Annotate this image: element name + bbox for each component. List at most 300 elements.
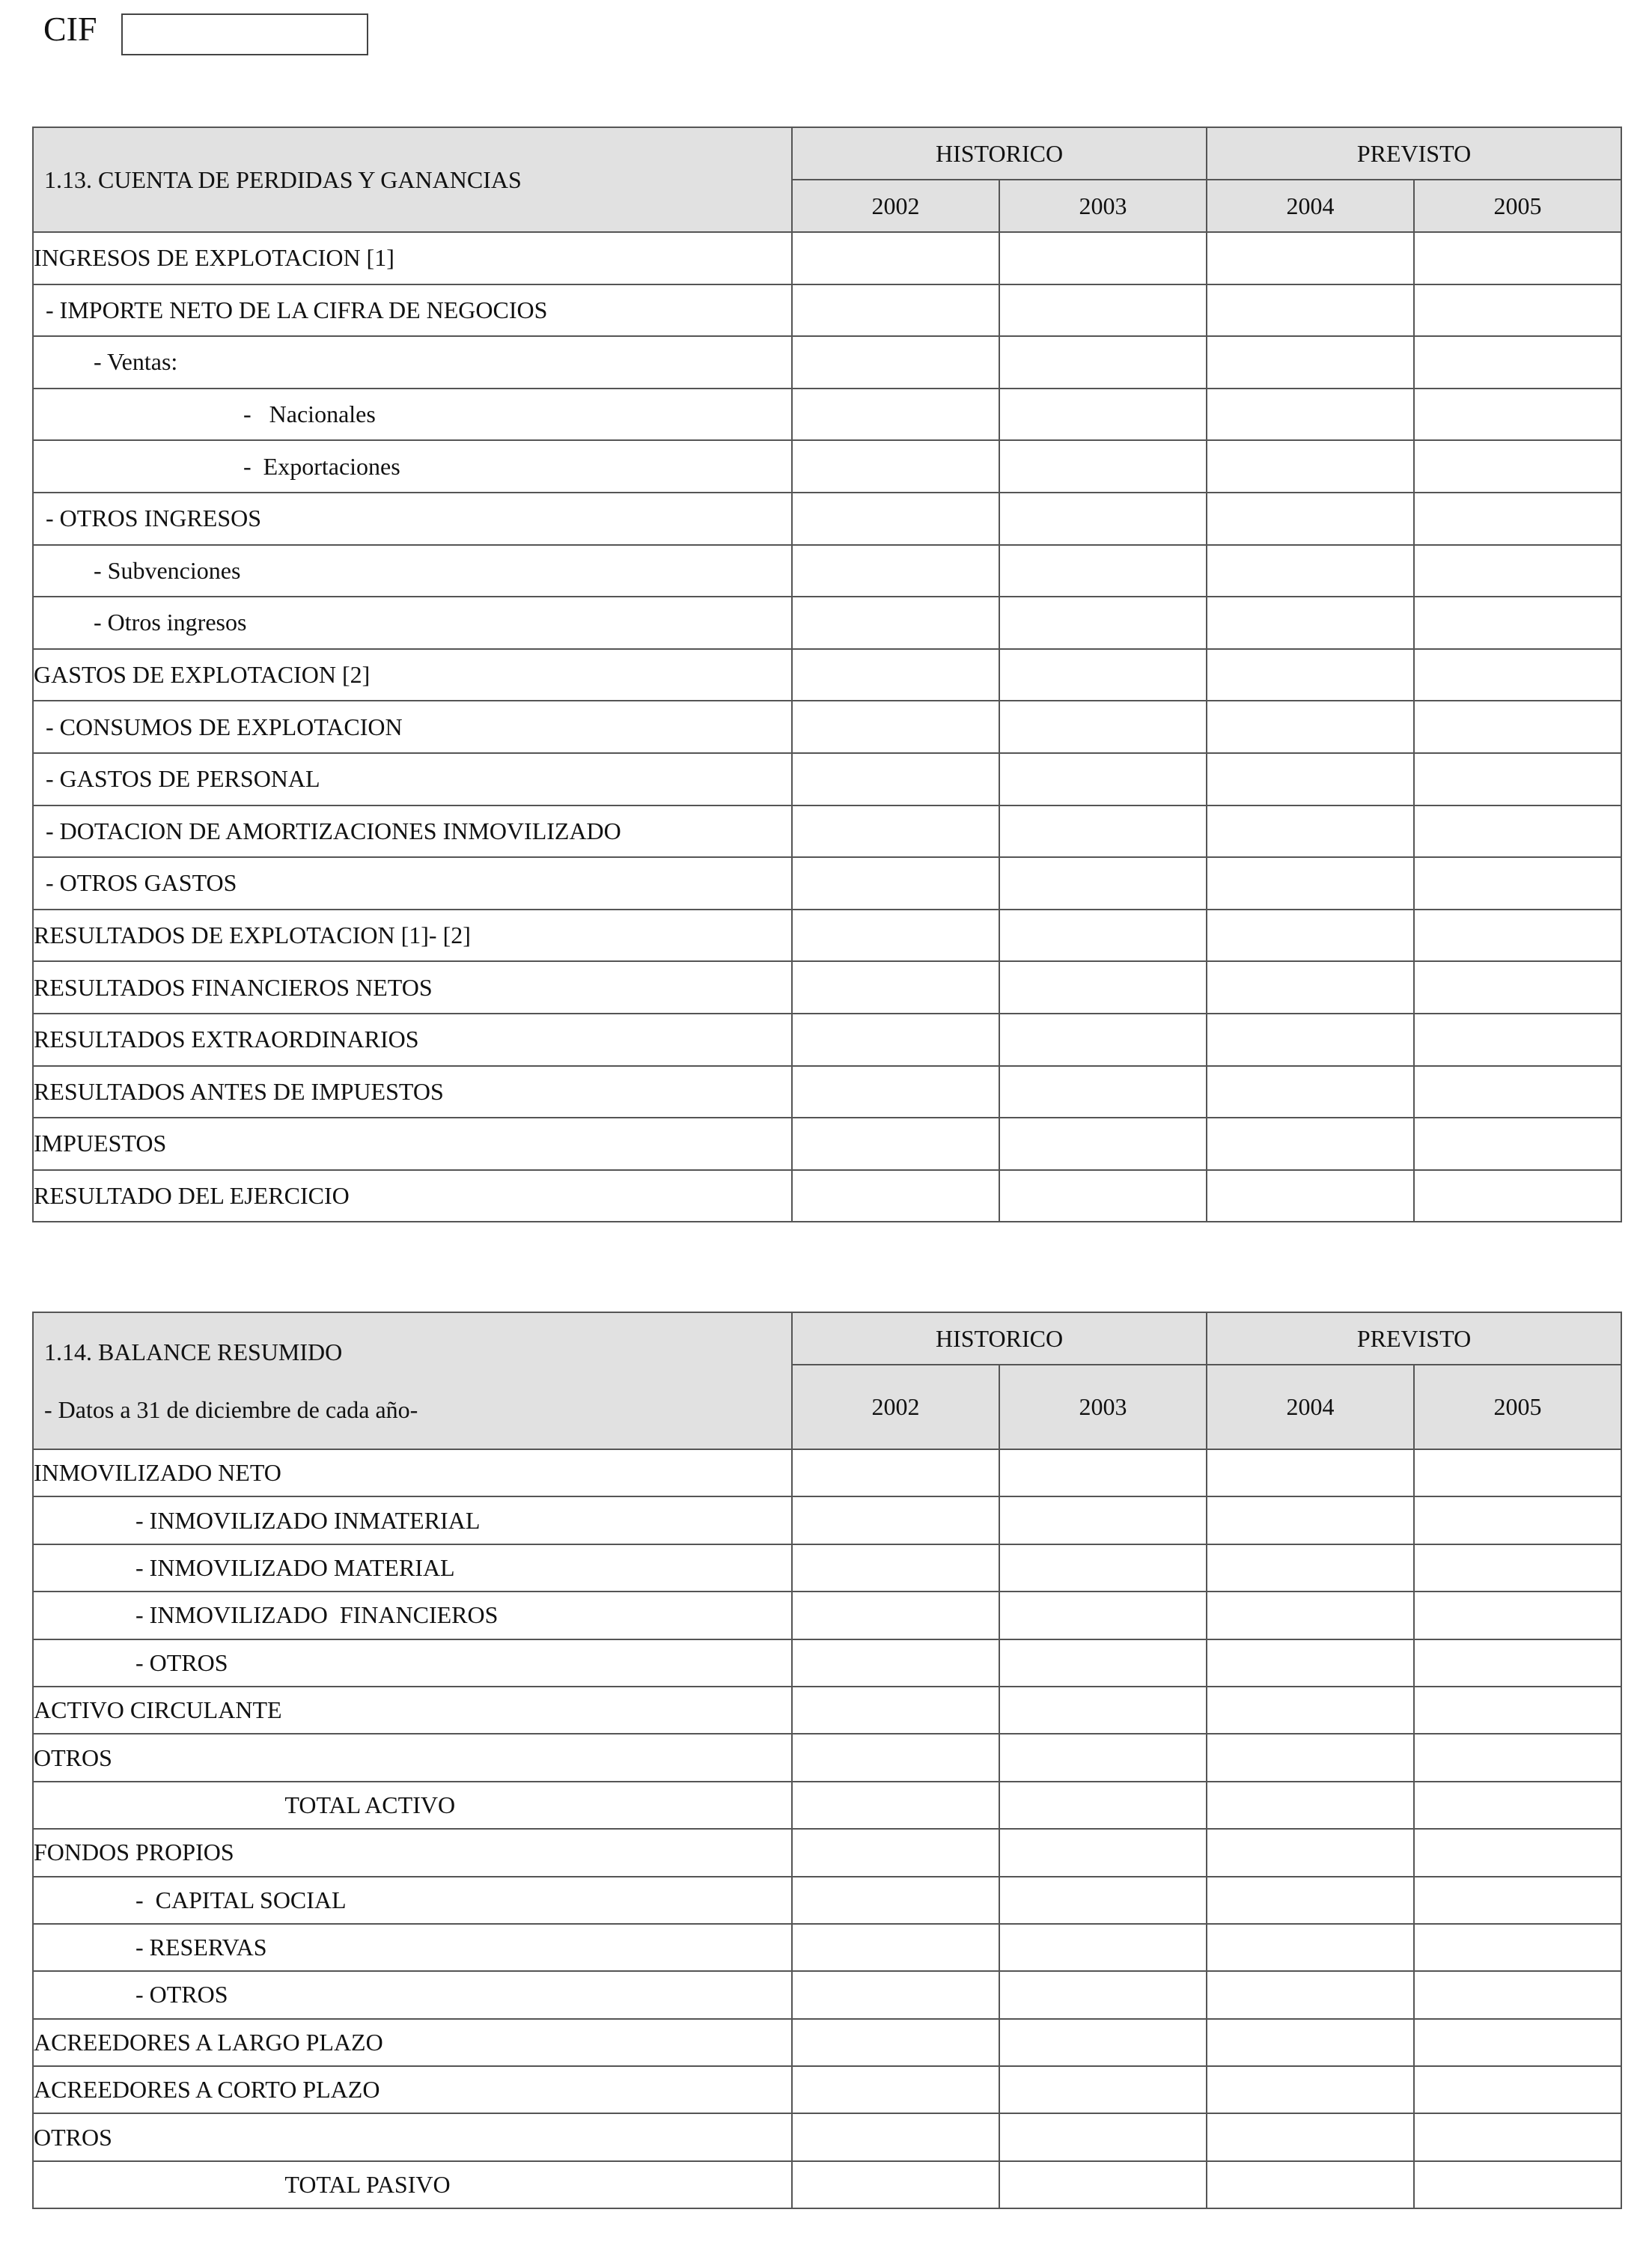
value-input[interactable] bbox=[1207, 350, 1413, 376]
value-input[interactable] bbox=[1415, 403, 1621, 428]
value-cell[interactable] bbox=[792, 1449, 999, 1496]
value-input[interactable] bbox=[1415, 1794, 1621, 1819]
value-input[interactable] bbox=[1207, 1746, 1413, 1772]
value-cell[interactable] bbox=[999, 1734, 1207, 1781]
value-input[interactable] bbox=[793, 1699, 999, 1724]
value-input[interactable] bbox=[1415, 455, 1621, 481]
value-cell[interactable] bbox=[999, 1687, 1207, 1734]
value-cell[interactable] bbox=[1207, 1877, 1414, 1924]
value-input[interactable] bbox=[793, 2078, 999, 2104]
value-input[interactable] bbox=[1000, 507, 1206, 532]
value-input[interactable] bbox=[793, 716, 999, 741]
value-input[interactable] bbox=[1415, 716, 1621, 741]
value-input[interactable] bbox=[793, 1556, 999, 1582]
value-input[interactable] bbox=[1000, 1461, 1206, 1487]
value-input[interactable] bbox=[1207, 2031, 1413, 2056]
value-input[interactable] bbox=[1207, 1699, 1413, 1724]
value-input[interactable] bbox=[793, 924, 999, 949]
value-cell[interactable] bbox=[1414, 2161, 1621, 2208]
value-input[interactable] bbox=[1000, 976, 1206, 1002]
value-cell[interactable] bbox=[999, 389, 1207, 441]
value-cell[interactable] bbox=[999, 2066, 1207, 2113]
value-cell[interactable] bbox=[1207, 1066, 1414, 1118]
value-input[interactable] bbox=[1207, 820, 1413, 845]
value-cell[interactable] bbox=[999, 1829, 1207, 1876]
value-cell[interactable] bbox=[1414, 2113, 1621, 2160]
value-input[interactable] bbox=[1415, 299, 1621, 324]
value-cell[interactable] bbox=[1207, 597, 1414, 649]
value-input[interactable] bbox=[793, 299, 999, 324]
value-input[interactable] bbox=[793, 976, 999, 1002]
value-input[interactable] bbox=[1415, 871, 1621, 897]
value-cell[interactable] bbox=[999, 805, 1207, 858]
value-cell[interactable] bbox=[1207, 2019, 1414, 2066]
value-cell[interactable] bbox=[1414, 1066, 1621, 1118]
value-input[interactable] bbox=[1000, 767, 1206, 793]
value-cell[interactable] bbox=[792, 961, 999, 1014]
value-input[interactable] bbox=[1207, 2078, 1413, 2104]
value-cell[interactable] bbox=[792, 2066, 999, 2113]
value-cell[interactable] bbox=[1414, 232, 1621, 284]
value-cell[interactable] bbox=[1207, 753, 1414, 805]
value-input[interactable] bbox=[1000, 1132, 1206, 1157]
value-input[interactable] bbox=[1207, 1028, 1413, 1053]
value-cell[interactable] bbox=[999, 232, 1207, 284]
value-cell[interactable] bbox=[792, 910, 999, 962]
value-cell[interactable] bbox=[792, 336, 999, 389]
value-cell[interactable] bbox=[1414, 1544, 1621, 1592]
value-cell[interactable] bbox=[1414, 2019, 1621, 2066]
value-input[interactable] bbox=[1415, 1699, 1621, 1724]
value-cell[interactable] bbox=[792, 1014, 999, 1066]
value-cell[interactable] bbox=[1207, 284, 1414, 337]
value-cell[interactable] bbox=[1207, 2113, 1414, 2160]
value-cell[interactable] bbox=[1207, 1782, 1414, 1829]
value-input[interactable] bbox=[793, 1080, 999, 1106]
value-input[interactable] bbox=[793, 2031, 999, 2056]
value-cell[interactable] bbox=[1207, 805, 1414, 858]
value-cell[interactable] bbox=[999, 753, 1207, 805]
row-label: - INMOVILIZADO MATERIAL bbox=[33, 1544, 792, 1592]
value-input[interactable] bbox=[1000, 1794, 1206, 1819]
value-input[interactable] bbox=[793, 820, 999, 845]
value-input[interactable] bbox=[793, 403, 999, 428]
value-input[interactable] bbox=[1415, 1936, 1621, 1961]
value-cell[interactable] bbox=[1207, 1118, 1414, 1170]
value-input[interactable] bbox=[1207, 299, 1413, 324]
value-cell[interactable] bbox=[1414, 1118, 1621, 1170]
value-cell[interactable] bbox=[999, 545, 1207, 597]
value-cell[interactable] bbox=[792, 1924, 999, 1971]
value-cell[interactable] bbox=[792, 545, 999, 597]
value-input[interactable] bbox=[1000, 1509, 1206, 1535]
value-cell[interactable] bbox=[792, 1829, 999, 1876]
value-cell[interactable] bbox=[999, 597, 1207, 649]
value-cell[interactable] bbox=[792, 753, 999, 805]
value-input[interactable] bbox=[793, 1509, 999, 1535]
value-input[interactable] bbox=[1207, 1889, 1413, 1914]
row-label: INGRESOS DE EXPLOTACION [1] bbox=[33, 232, 792, 284]
value-cell[interactable] bbox=[1414, 2066, 1621, 2113]
value-cell[interactable] bbox=[792, 1066, 999, 1118]
value-input[interactable] bbox=[1000, 2173, 1206, 2199]
value-cell[interactable] bbox=[1207, 649, 1414, 701]
value-cell[interactable] bbox=[1414, 1687, 1621, 1734]
value-cell[interactable] bbox=[1414, 753, 1621, 805]
value-cell[interactable] bbox=[792, 1687, 999, 1734]
value-input[interactable] bbox=[1415, 1556, 1621, 1582]
value-cell[interactable] bbox=[792, 1734, 999, 1781]
value-cell[interactable] bbox=[1414, 910, 1621, 962]
value-input[interactable] bbox=[1415, 663, 1621, 689]
value-input[interactable] bbox=[1415, 1028, 1621, 1053]
value-cell[interactable] bbox=[1414, 284, 1621, 337]
value-cell[interactable] bbox=[1414, 545, 1621, 597]
value-input[interactable] bbox=[1415, 246, 1621, 272]
value-cell[interactable] bbox=[1207, 1687, 1414, 1734]
value-input[interactable] bbox=[1000, 1889, 1206, 1914]
value-input[interactable] bbox=[793, 1132, 999, 1157]
value-input[interactable] bbox=[1415, 820, 1621, 845]
value-input[interactable] bbox=[1000, 820, 1206, 845]
value-input[interactable] bbox=[1000, 1651, 1206, 1677]
value-input[interactable] bbox=[793, 1028, 999, 1053]
value-cell[interactable] bbox=[1414, 805, 1621, 858]
value-cell[interactable] bbox=[999, 1877, 1207, 1924]
value-input[interactable] bbox=[1000, 924, 1206, 949]
row-label: RESULTADOS DE EXPLOTACION [1]- [2] bbox=[33, 910, 792, 962]
value-input[interactable] bbox=[1207, 1461, 1413, 1487]
value-input[interactable] bbox=[1000, 611, 1206, 636]
value-input[interactable] bbox=[1415, 1889, 1621, 1914]
value-cell[interactable] bbox=[999, 961, 1207, 1014]
value-input[interactable] bbox=[1207, 976, 1413, 1002]
value-input[interactable] bbox=[1207, 1603, 1413, 1629]
value-input[interactable] bbox=[1415, 2126, 1621, 2151]
value-input[interactable] bbox=[1000, 1184, 1206, 1210]
value-input[interactable] bbox=[793, 350, 999, 376]
value-input[interactable] bbox=[1000, 1603, 1206, 1629]
value-cell[interactable] bbox=[999, 2019, 1207, 2066]
table-row bbox=[33, 232, 1621, 284]
value-input[interactable] bbox=[1207, 403, 1413, 428]
value-cell[interactable] bbox=[999, 1924, 1207, 1971]
value-cell[interactable] bbox=[792, 1544, 999, 1592]
value-input[interactable] bbox=[793, 455, 999, 481]
value-cell[interactable] bbox=[1207, 1170, 1414, 1222]
table-row bbox=[33, 1544, 1621, 1592]
row-label: RESULTADO DEL EJERCICIO bbox=[33, 1170, 792, 1222]
value-input[interactable] bbox=[1415, 1651, 1621, 1677]
value-cell[interactable] bbox=[792, 284, 999, 337]
value-cell[interactable] bbox=[792, 2019, 999, 2066]
value-cell[interactable] bbox=[1414, 1014, 1621, 1066]
row-label: - GASTOS DE PERSONAL bbox=[33, 753, 792, 805]
value-cell[interactable] bbox=[792, 2161, 999, 2208]
value-input[interactable] bbox=[793, 1461, 999, 1487]
value-input[interactable] bbox=[1207, 1080, 1413, 1106]
value-input[interactable] bbox=[1000, 1699, 1206, 1724]
value-cell[interactable] bbox=[1414, 649, 1621, 701]
value-cell[interactable] bbox=[792, 232, 999, 284]
value-cell[interactable] bbox=[1207, 1639, 1414, 1687]
value-input[interactable] bbox=[1000, 559, 1206, 585]
value-cell[interactable] bbox=[999, 1449, 1207, 1496]
value-input[interactable] bbox=[793, 767, 999, 793]
value-cell[interactable] bbox=[1414, 440, 1621, 493]
value-cell[interactable] bbox=[1207, 1924, 1414, 1971]
value-input[interactable] bbox=[1000, 1746, 1206, 1772]
value-input[interactable] bbox=[793, 507, 999, 532]
value-cell[interactable] bbox=[1414, 389, 1621, 441]
value-cell[interactable] bbox=[792, 805, 999, 858]
table-row bbox=[33, 2113, 1621, 2160]
value-cell[interactable] bbox=[999, 1971, 1207, 2018]
value-input[interactable] bbox=[1000, 2126, 1206, 2151]
value-input[interactable] bbox=[793, 1841, 999, 1866]
value-input[interactable] bbox=[793, 871, 999, 897]
value-input[interactable] bbox=[1207, 246, 1413, 272]
value-cell[interactable] bbox=[792, 1592, 999, 1639]
value-cell[interactable] bbox=[792, 440, 999, 493]
value-cell[interactable] bbox=[1207, 232, 1414, 284]
value-input[interactable] bbox=[793, 1651, 999, 1677]
value-input[interactable] bbox=[1000, 350, 1206, 376]
row-label: - RESERVAS bbox=[33, 1924, 792, 1971]
value-input[interactable] bbox=[1207, 1936, 1413, 1961]
value-input[interactable] bbox=[793, 1746, 999, 1772]
value-input[interactable] bbox=[1415, 767, 1621, 793]
value-cell[interactable] bbox=[1414, 1639, 1621, 1687]
value-cell[interactable] bbox=[1207, 1449, 1414, 1496]
value-cell[interactable] bbox=[1207, 701, 1414, 753]
value-input[interactable] bbox=[1000, 871, 1206, 897]
value-input[interactable] bbox=[1415, 2078, 1621, 2104]
value-cell[interactable] bbox=[999, 336, 1207, 389]
value-input[interactable] bbox=[1207, 1556, 1413, 1582]
value-input[interactable] bbox=[1000, 1841, 1206, 1866]
value-cell[interactable] bbox=[999, 493, 1207, 545]
value-cell[interactable] bbox=[792, 1782, 999, 1829]
value-cell[interactable] bbox=[792, 493, 999, 545]
year-header: 2004 bbox=[1207, 1365, 1414, 1449]
value-cell[interactable] bbox=[792, 1170, 999, 1222]
value-input[interactable] bbox=[1207, 663, 1413, 689]
value-cell[interactable] bbox=[1414, 597, 1621, 649]
value-cell[interactable] bbox=[1207, 440, 1414, 493]
value-cell[interactable] bbox=[999, 910, 1207, 962]
value-cell[interactable] bbox=[1414, 493, 1621, 545]
value-input[interactable] bbox=[1000, 1080, 1206, 1106]
value-cell[interactable] bbox=[1207, 336, 1414, 389]
value-input[interactable] bbox=[1207, 1184, 1413, 1210]
row-label: - CONSUMOS DE EXPLOTACION bbox=[33, 701, 792, 753]
value-cell[interactable] bbox=[999, 649, 1207, 701]
row-label: RESULTADOS EXTRAORDINARIOS bbox=[33, 1014, 792, 1066]
value-cell[interactable] bbox=[1414, 1734, 1621, 1781]
value-input[interactable] bbox=[793, 2173, 999, 2199]
value-cell[interactable] bbox=[792, 857, 999, 910]
value-input[interactable] bbox=[793, 663, 999, 689]
value-cell[interactable] bbox=[1414, 1782, 1621, 1829]
value-cell[interactable] bbox=[1414, 336, 1621, 389]
value-cell[interactable] bbox=[1207, 493, 1414, 545]
value-input[interactable] bbox=[1415, 611, 1621, 636]
value-input[interactable] bbox=[1415, 350, 1621, 376]
value-cell[interactable] bbox=[999, 701, 1207, 753]
value-input[interactable] bbox=[1207, 559, 1413, 585]
value-input[interactable] bbox=[1000, 1983, 1206, 2008]
value-input[interactable] bbox=[1415, 1746, 1621, 1772]
value-input[interactable] bbox=[793, 2126, 999, 2151]
value-input[interactable] bbox=[1415, 559, 1621, 585]
value-cell[interactable] bbox=[792, 1496, 999, 1544]
value-input[interactable] bbox=[1415, 1132, 1621, 1157]
table-row bbox=[33, 1924, 1621, 1971]
value-cell[interactable] bbox=[1414, 1449, 1621, 1496]
table-row bbox=[33, 1877, 1621, 1924]
value-input[interactable] bbox=[1207, 767, 1413, 793]
value-cell[interactable] bbox=[1207, 1734, 1414, 1781]
value-input[interactable] bbox=[1415, 1983, 1621, 2008]
value-cell[interactable] bbox=[1207, 1971, 1414, 2018]
value-input[interactable] bbox=[1415, 1603, 1621, 1629]
value-cell[interactable] bbox=[1207, 1592, 1414, 1639]
value-cell[interactable] bbox=[792, 2113, 999, 2160]
value-input[interactable] bbox=[1000, 1936, 1206, 1961]
value-input[interactable] bbox=[1415, 1461, 1621, 1487]
value-cell[interactable] bbox=[1414, 1496, 1621, 1544]
value-cell[interactable] bbox=[999, 1639, 1207, 1687]
value-cell[interactable] bbox=[1207, 910, 1414, 962]
value-cell[interactable] bbox=[1207, 1829, 1414, 1876]
value-input[interactable] bbox=[1207, 1841, 1413, 1866]
value-cell[interactable] bbox=[1414, 857, 1621, 910]
value-input[interactable] bbox=[1207, 2126, 1413, 2151]
value-input[interactable] bbox=[1207, 455, 1413, 481]
value-input[interactable] bbox=[1415, 924, 1621, 949]
value-cell[interactable] bbox=[1414, 1592, 1621, 1639]
value-cell[interactable] bbox=[792, 597, 999, 649]
value-cell[interactable] bbox=[1207, 1544, 1414, 1592]
value-cell[interactable] bbox=[792, 649, 999, 701]
value-input[interactable] bbox=[1000, 2031, 1206, 2056]
value-cell[interactable] bbox=[999, 1066, 1207, 1118]
value-cell[interactable] bbox=[1207, 857, 1414, 910]
value-input[interactable] bbox=[1207, 1509, 1413, 1535]
value-input[interactable] bbox=[793, 1184, 999, 1210]
value-input[interactable] bbox=[1207, 1794, 1413, 1819]
value-input[interactable] bbox=[1207, 507, 1413, 532]
value-input[interactable] bbox=[1000, 716, 1206, 741]
value-input[interactable] bbox=[1000, 403, 1206, 428]
value-input[interactable] bbox=[1000, 1028, 1206, 1053]
value-input[interactable] bbox=[1000, 1556, 1206, 1582]
value-input[interactable] bbox=[1415, 2031, 1621, 2056]
value-cell[interactable] bbox=[999, 1592, 1207, 1639]
value-input[interactable] bbox=[1415, 1509, 1621, 1535]
value-cell[interactable] bbox=[999, 284, 1207, 337]
value-cell[interactable] bbox=[1207, 2066, 1414, 2113]
value-cell[interactable] bbox=[1207, 2161, 1414, 2208]
value-cell[interactable] bbox=[792, 389, 999, 441]
value-cell[interactable] bbox=[1207, 1014, 1414, 1066]
value-input[interactable] bbox=[1207, 1132, 1413, 1157]
table-row bbox=[33, 701, 1621, 753]
table-row bbox=[33, 336, 1621, 389]
cif-input[interactable] bbox=[121, 13, 368, 55]
value-input[interactable] bbox=[1415, 2173, 1621, 2199]
value-cell[interactable] bbox=[1414, 1877, 1621, 1924]
value-input[interactable] bbox=[1207, 1651, 1413, 1677]
value-cell[interactable] bbox=[1207, 545, 1414, 597]
value-input[interactable] bbox=[1415, 507, 1621, 532]
value-input[interactable] bbox=[1207, 2173, 1413, 2199]
value-input[interactable] bbox=[793, 1603, 999, 1629]
value-cell[interactable] bbox=[999, 857, 1207, 910]
value-input[interactable] bbox=[793, 1983, 999, 2008]
value-cell[interactable] bbox=[792, 1118, 999, 1170]
value-input[interactable] bbox=[1207, 611, 1413, 636]
value-cell[interactable] bbox=[999, 1782, 1207, 1829]
value-cell[interactable] bbox=[1414, 1829, 1621, 1876]
value-cell[interactable] bbox=[1414, 961, 1621, 1014]
value-input[interactable] bbox=[1415, 1184, 1621, 1210]
value-input[interactable] bbox=[1415, 1841, 1621, 1866]
value-input[interactable] bbox=[1207, 1983, 1413, 2008]
value-input[interactable] bbox=[1000, 455, 1206, 481]
value-cell[interactable] bbox=[1207, 961, 1414, 1014]
value-input[interactable] bbox=[793, 1936, 999, 1961]
value-cell[interactable] bbox=[999, 1118, 1207, 1170]
value-input[interactable] bbox=[793, 1889, 999, 1914]
value-cell[interactable] bbox=[1414, 1170, 1621, 1222]
value-input[interactable] bbox=[793, 611, 999, 636]
row-label: - IMPORTE NETO DE LA CIFRA DE NEGOCIOS bbox=[33, 284, 792, 337]
value-input[interactable] bbox=[1207, 716, 1413, 741]
value-cell[interactable] bbox=[999, 440, 1207, 493]
value-cell[interactable] bbox=[1207, 389, 1414, 441]
year-header: 2002 bbox=[792, 1365, 999, 1449]
value-cell[interactable] bbox=[999, 2161, 1207, 2208]
value-input[interactable] bbox=[1207, 924, 1413, 949]
value-input[interactable] bbox=[1000, 663, 1206, 689]
value-cell[interactable] bbox=[1207, 1496, 1414, 1544]
value-cell[interactable] bbox=[792, 1639, 999, 1687]
value-input[interactable] bbox=[793, 1794, 999, 1819]
value-input[interactable] bbox=[1000, 299, 1206, 324]
value-input[interactable] bbox=[1415, 976, 1621, 1002]
value-cell[interactable] bbox=[999, 1014, 1207, 1066]
value-cell[interactable] bbox=[1414, 1924, 1621, 1971]
value-cell[interactable] bbox=[999, 1496, 1207, 1544]
value-input[interactable] bbox=[1207, 871, 1413, 897]
value-cell[interactable] bbox=[792, 1971, 999, 2018]
value-cell[interactable] bbox=[999, 1170, 1207, 1222]
value-cell[interactable] bbox=[1414, 1971, 1621, 2018]
value-input[interactable] bbox=[1415, 1080, 1621, 1106]
value-cell[interactable] bbox=[792, 701, 999, 753]
row-label: - OTROS GASTOS bbox=[33, 857, 792, 910]
value-cell[interactable] bbox=[792, 1877, 999, 1924]
value-input[interactable] bbox=[793, 246, 999, 272]
value-cell[interactable] bbox=[999, 1544, 1207, 1592]
value-cell[interactable] bbox=[999, 2113, 1207, 2160]
value-input[interactable] bbox=[793, 559, 999, 585]
value-input[interactable] bbox=[1000, 2078, 1206, 2104]
value-input[interactable] bbox=[1000, 246, 1206, 272]
value-cell[interactable] bbox=[1414, 701, 1621, 753]
